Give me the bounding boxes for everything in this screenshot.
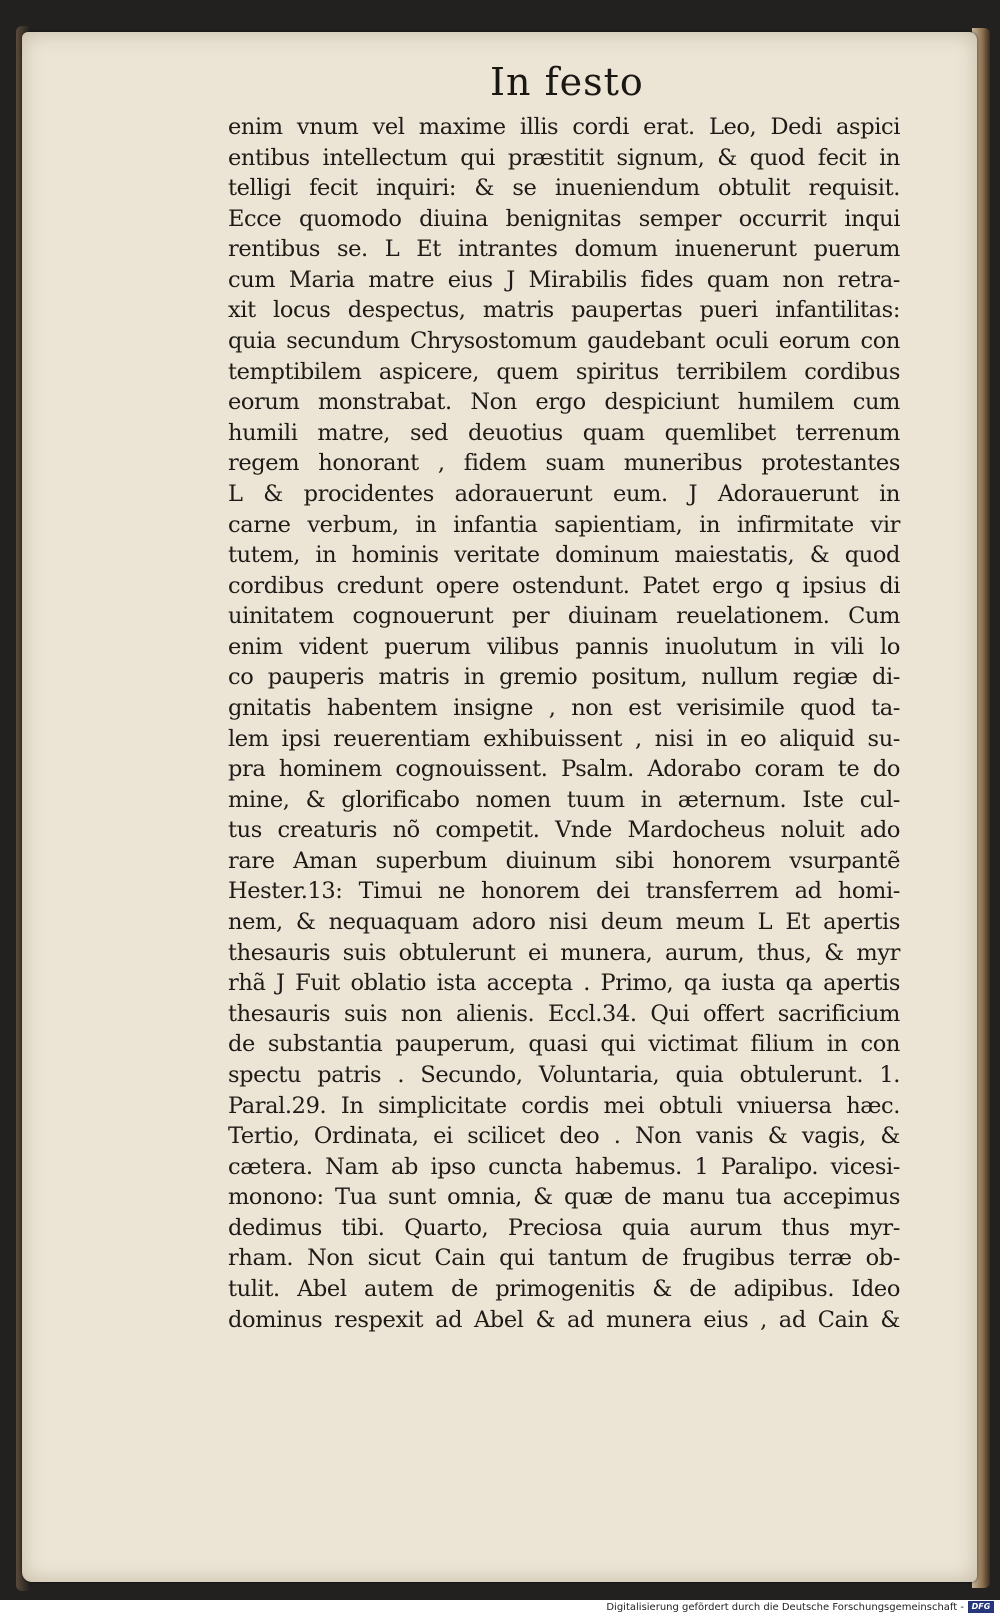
text-line: co pauperis matris in gremio positum, nullum regiæ di- <box>228 664 900 691</box>
text-line: Ecce quomodo diuina benignitas semper occurrit inqui <box>228 205 900 232</box>
text-line: tulit. Abel autem de primogenitis & de adipibus. Ideo <box>228 1275 900 1302</box>
body-text <box>228 112 900 1335</box>
text-line: regem honorant , fidem suam muneribus protestantes <box>228 450 900 477</box>
text-line: lem ipsi reuerentiam exhibuissent , nisi in eo aliquid su- <box>228 725 900 752</box>
text-line: cum Maria matre eius J Mirabilis fides quam non retra- <box>228 266 900 293</box>
text-line: eorum monstrabat. Non ergo despiciunt humilem cum <box>228 389 900 416</box>
text-line: xit locus despectus, matris paupertas pueri infantilitas: <box>228 297 900 324</box>
text-line: Hester.13: Timui ne honorem dei transferrem ad homi- <box>228 878 900 905</box>
text-line: gnitatis habentem insigne , non est verisimile quod ta- <box>228 694 900 721</box>
text-line: rhã J Fuit oblatio ista accepta . Primo, qa iusta qa apertis <box>228 970 900 997</box>
dfg-logo: DFG <box>968 1601 994 1613</box>
text-line: L & procidentes adorauerunt eum. J Adorauerunt in <box>228 480 900 507</box>
text-line: dominus respexit ad Abel & ad munera eius , ad Cain & <box>228 1306 900 1333</box>
digitization-credit: Digitalisierung gefördert durch die Deutsche Forschungsgemeinschaft - <box>606 1602 964 1613</box>
text-line: tus creaturis nõ competit. Vnde Mardocheus noluit ado <box>228 817 900 844</box>
text-line: telligi fecit inquiri: & se inueniendum obtulit requisit. <box>228 175 900 202</box>
text-line: nem, & nequaquam adoro nisi deum meum L Et apertis <box>228 909 900 936</box>
text-line: cætera. Nam ab ipso cuncta habemus. 1 Paralipo. vicesi- <box>228 1153 900 1180</box>
text-line: enim vnum vel maxime illis cordi erat. Leo, Dedi aspici <box>228 114 900 140</box>
text-line: thesauris suis obtulerunt ei munera, aurum, thus, & myr <box>228 939 900 966</box>
text-line: Tertio, Ordinata, ei scilicet deo . Non vanis & vagis, & <box>228 1123 900 1150</box>
running-header: In festo <box>490 60 644 104</box>
text-line: Paral.29. In simplicitate cordis mei obtuli vniuersa hæc. <box>228 1092 900 1119</box>
text-line: uinitatem cognouerunt per diuinam reuelationem. Cum <box>228 603 900 630</box>
text-line: monono: Tua sunt omnia, & quæ de manu tua accepimus <box>228 1184 900 1211</box>
text-line: temptibilem aspicere, quem spiritus terribilem cordibus <box>228 358 900 385</box>
text-line: tutem, in hominis veritate dominum maiestatis, & quod <box>228 542 900 569</box>
text-line: spectu patris . Secundo, Voluntaria, quia obtulerunt. 1. <box>228 1061 900 1088</box>
text-line: quia secundum Chrysostomum gaudebant oculi eorum con <box>228 328 900 355</box>
text-line: rentibus se. L Et intrantes domum inuenerunt puerum <box>228 236 900 263</box>
text-line: entibus intellectum qui præstitit signum, & quod fecit in <box>228 144 900 171</box>
text-line: rham. Non sicut Cain qui tantum de frugibus terræ ob- <box>228 1245 900 1272</box>
text-line: thesauris suis non alienis. Eccl.34. Qui offert sacrificium <box>228 1000 900 1027</box>
text-line: rare Aman superbum diuinum sibi honorem vsurpantẽ <box>228 847 900 874</box>
text-line: pra hominem cognouissent. Psalm. Adorabo coram te do <box>228 756 900 783</box>
text-line: de substantia pauperum, quasi qui victimat filium in con <box>228 1031 900 1058</box>
text-line: dedimus tibi. Quarto, Preciosa quia aurum thus myr- <box>228 1214 900 1241</box>
text-line: mine, & glorificabo nomen tuum in æternum. Iste cul- <box>228 786 900 813</box>
text-line: carne verbum, in infantia sapientiam, in infirmitate vir <box>228 511 900 538</box>
text-line: humili matre, sed deuotius quam quemlibet terrenum <box>228 419 900 446</box>
text-line: enim vident puerum vilibus pannis inuolutum in vili lo <box>228 633 900 660</box>
text-line: cordibus credunt opere ostendunt. Patet ergo q ipsius di <box>228 572 900 599</box>
